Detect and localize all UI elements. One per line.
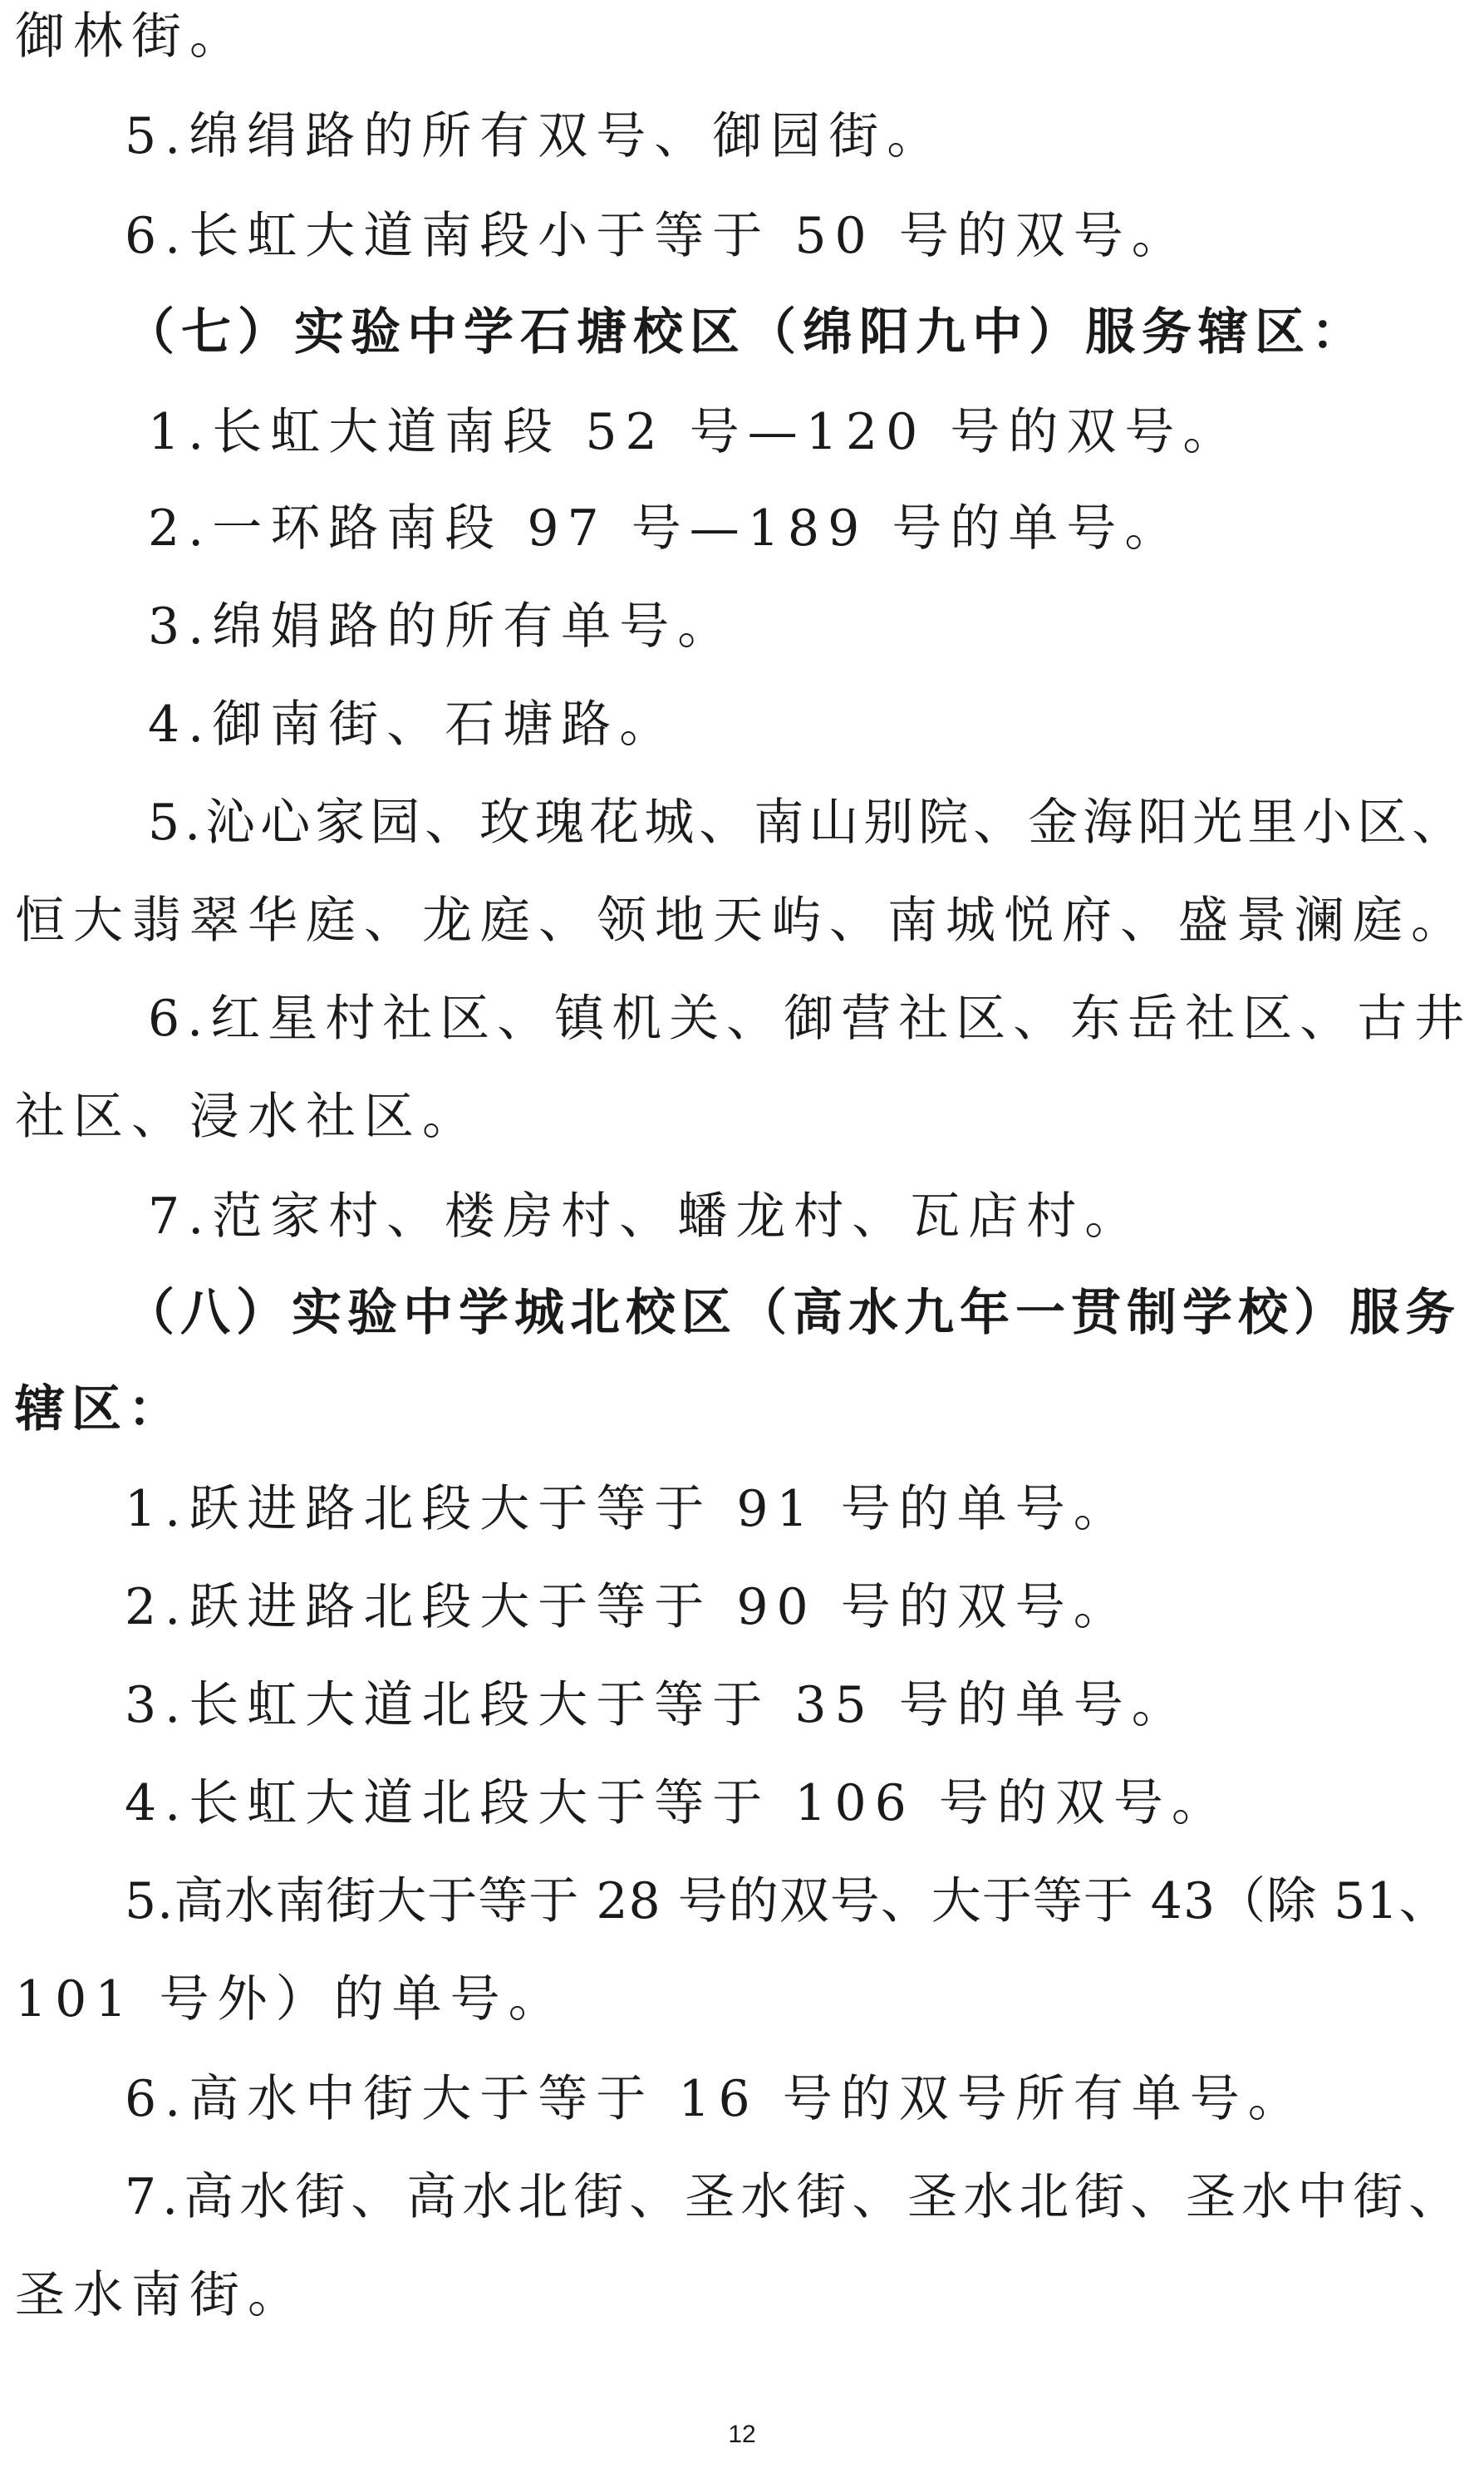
page-number: 12 xyxy=(728,2421,756,2448)
section-heading-continued: 辖区： xyxy=(15,1380,184,1438)
list-item: 3.长虹大道北段大于等于 35 号的单号。 xyxy=(125,1676,1190,1734)
text-line: 御林街。 xyxy=(15,7,248,66)
text-line: 恒大翡翠华庭、龙庭、领地天屿、南城悦府、盛景澜庭。 xyxy=(15,892,1469,950)
list-item: 4.长虹大道北段大于等于 106 号的双号。 xyxy=(125,1774,1230,1832)
list-item: 7.高水街、高水北街、圣水街、圣水北街、圣水中街、 xyxy=(125,2168,1465,2226)
list-item: 6.红星村社区、镇机关、御营社区、东岳社区、古井 xyxy=(148,990,1472,1048)
list-item: 4.御南街、石塘路。 xyxy=(148,696,678,754)
list-item: 3.绵娟路的所有单号。 xyxy=(148,597,736,656)
list-item: 7.范家村、楼房村、蟠龙村、瓦店村。 xyxy=(148,1187,1143,1246)
text-line: 社区、浸水社区。 xyxy=(15,1088,480,1146)
text-line: 101 号外）的单号。 xyxy=(15,1970,567,2028)
list-item: 2.跃进路北段大于等于 90 号的双号。 xyxy=(125,1578,1132,1636)
list-item: 2.一环路南段 97 号—189 号的单号。 xyxy=(148,499,1183,558)
section-heading: （七）实验中学石塘校区（绵阳九中）服务辖区： xyxy=(125,303,1368,361)
list-item: 5.绵绢路的所有双号、御园街。 xyxy=(125,107,946,165)
list-item: 5.高水南街大于等于 28 号的双号、大于等于 43（除 51、 xyxy=(125,1872,1450,1930)
list-item: 6.高水中街大于等于 16 号的双号所有单号。 xyxy=(125,2070,1306,2128)
section-heading: （八）实验中学城北校区（高水九年一贯制学校）服务 xyxy=(125,1284,1461,1342)
text-line: 圣水南街。 xyxy=(15,2266,306,2324)
list-item: 5.沁心家园、玫瑰花城、南山别院、金海阳光里小区、 xyxy=(148,794,1467,852)
list-item: 1.长虹大道南段 52 号—120 号的双号。 xyxy=(148,403,1241,461)
list-item: 1.跃进路北段大于等于 91 号的单号。 xyxy=(125,1480,1132,1538)
list-item: 6.长虹大道南段小于等于 50 号的双号。 xyxy=(125,207,1190,265)
